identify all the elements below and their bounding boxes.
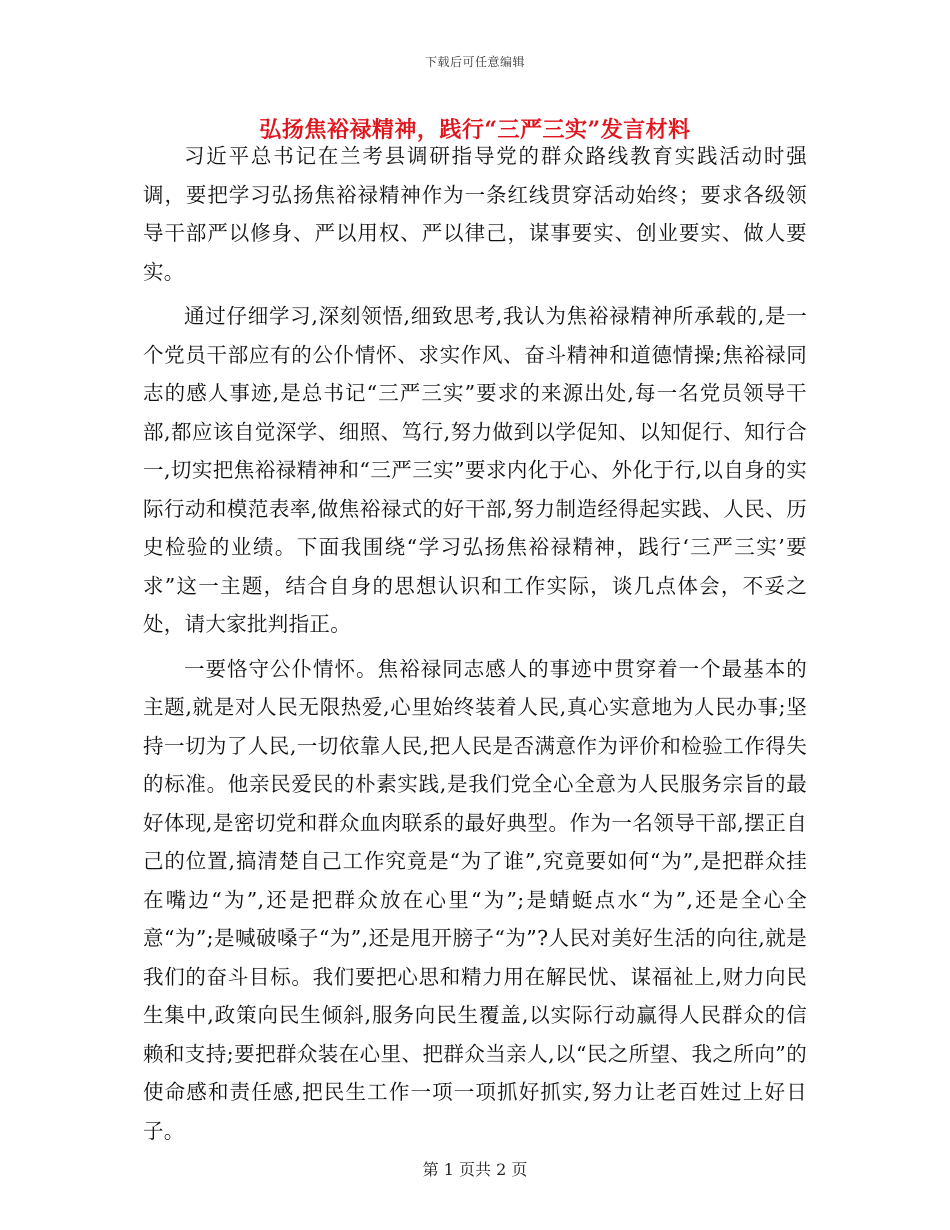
document-body bbox=[143, 137, 807, 1156]
paragraph: 一要恪守公仆情怀。焦裕禄同志感人的事迹中贯穿着一个最基本的主题,就是对人民无限热爱,心里始终装着人民,真心实意地为人民办事;坚持一切为了人民,一切依靠人民,把人民是否满意作为评价和检验工作得失的标准。他亲民爱民的朴素实践,是我们党全心全意为人民服务宗旨的最好体现,是密切党和群众血肉联系的最好典型。作为一名领导干部,摆正自己的位置,搞清楚自己工作究竟是“为了谁”,究竟要如何“为”,是把群众挂在嘴边“为”,还是把群众放在心里“为”;是蜻蜓点水“为”,还是全心全意“为”;是喊破嗓子“为”,还是甩开膀子“为”?人民对美好生活的向往,就是我们的奋斗目标。我们要把心思和精力用在解民忧、谋福祉上,财力向民生集中,政策向民生倾斜,服务向民生覆盖,以实际行动赢得人民群众的信赖和支持;要把群众装在心里、把群众当亲人,以“民之所望、我之所向”的使命感和责任感,把民生工作一项一项抓好抓实,努力让老百姓过上好日子。 bbox=[143, 656, 807, 1143]
paragraph: 习近平总书记在兰考县调研指导党的群众路线教育实践活动时强调，要把学习弘扬焦裕禄精神作为一条红线贯穿活动始终；要求各级领导干部严以修身、严以用权、严以律己，谋事要实、创业要实、做人要实。 bbox=[143, 144, 807, 284]
document-title: 弘扬焦裕禄精神，践行“三严三实”发言材料 bbox=[259, 117, 691, 143]
header-note: 下载后可任意编辑 bbox=[424, 55, 525, 69]
paragraph: 通过仔细学习,深刻领悟,细致思考,我认为焦裕禄精神所承载的,是一个党员干部应有的公仆情怀、求实作风、奋斗精神和道德情操;焦裕禄同志的感人事迹,是总书记“三严三实”要求的来源出处,每一名党员领导干部,都应该自觉深学、细照、笃行,努力做到以学促知、以知促行、知行合一,切实把焦裕禄精神和“三严三实”要求内化于心、外化于行,以自身的实际行动和模范表率,做焦裕禄式的好干部,努力制造经得起实践、人民、历史检验的业绩。下面我围绕“学习弘扬焦裕禄精神，践行‘三严三实’要求”这一主题，结合自身的思想认识和工作实际，谈几点体会，不妥之处，请大家批判指正。 bbox=[143, 304, 807, 636]
page-number: 第 1 页共 2 页 bbox=[422, 1160, 528, 1179]
